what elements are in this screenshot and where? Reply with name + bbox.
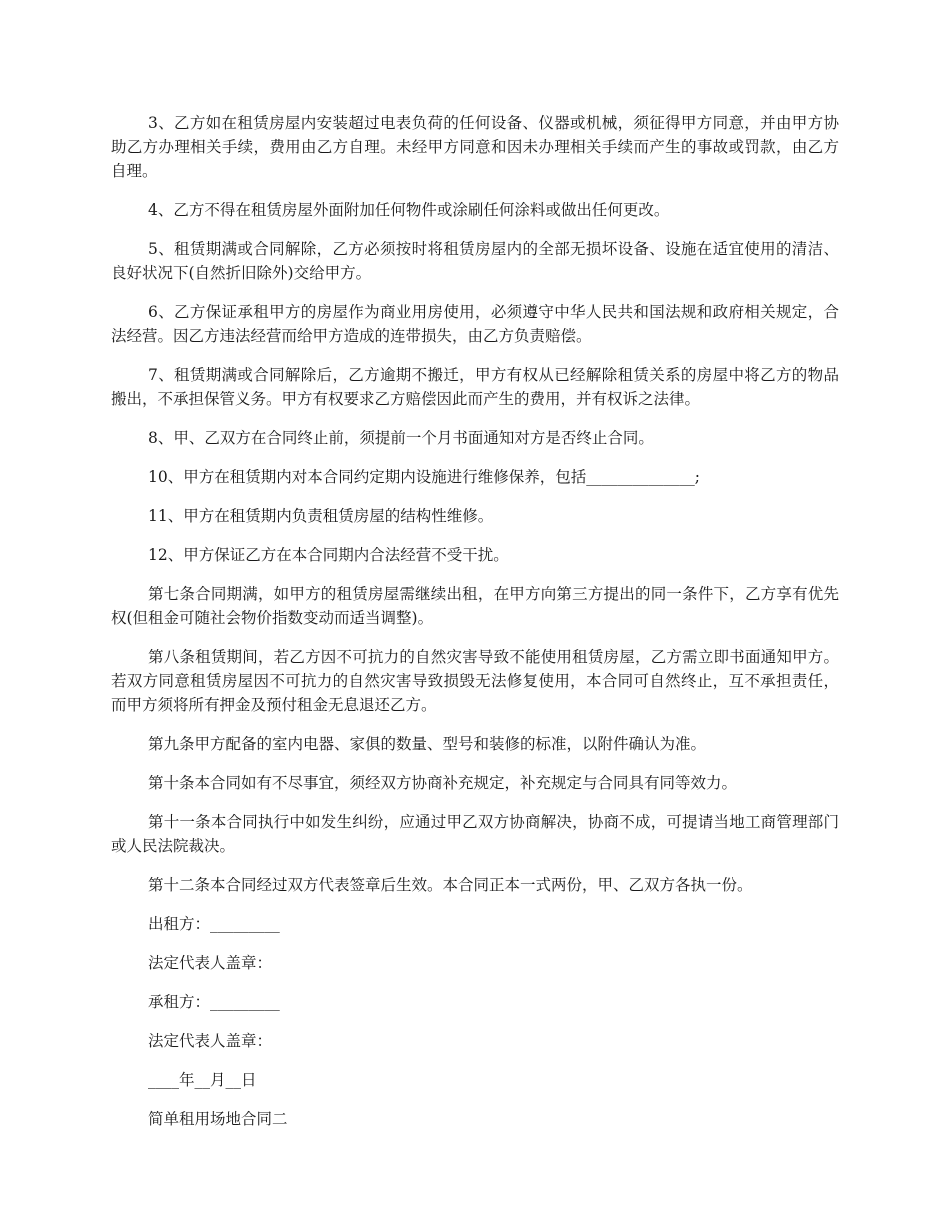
date-line: ____年__月__日 [148, 1071, 257, 1089]
lessor-signature-line: 出租方：_________ [148, 915, 280, 933]
lessor-seal-line: 法定代表人盖章： [148, 954, 273, 972]
article-8-force-majeure: 第八条租赁期间，若乙方因不可抗力的自然灾害导致不能使用租赁房屋，乙方需立即书面通知甲方。若双方同意租赁房屋因不可抗力的自然灾害导致损毁无法修复使用，本合同可自然终止，互不承担责任，而甲方须将所有押金及预付租金无息退还乙方。 [111, 648, 839, 714]
clause-5-return-facilities: 5、租赁期满或合同解除，乙方必须按时将租赁房屋内的全部无损坏设备、设施在适宜使用的清洁、良好状况下(自然折旧除外)交给甲方。 [111, 240, 839, 282]
lessee-signature-line: 承租方：_________ [148, 993, 280, 1011]
clause-11-structural-repair: 11、甲方在租赁期内负责租赁房屋的结构性维修。 [148, 507, 494, 525]
clause-7-overdue-removal: 7、租赁期满或合同解除后，乙方逾期不搬迁，甲方有权从已经解除租赁关系的房屋中将乙方的物品搬出，不承担保管义务。甲方有权要求乙方赔偿因此而产生的费用，并有权诉之法律。 [111, 366, 839, 408]
lessee-seal-line: 法定代表人盖章： [148, 1032, 273, 1050]
article-10-supplements: 第十条本合同如有不尽事宜，须经双方协商补充规定，补充规定与合同具有同等效力。 [148, 774, 738, 792]
article-7-priority-right: 第七条合同期满，如甲方的租赁房屋需继续出租，在甲方向第三方提出的同一条件下，乙方享有优先权(但租金可随社会物价指数变动而适当调整)。 [111, 585, 839, 627]
clause-8-termination-notice: 8、甲、乙双方在合同终止前，须提前一个月书面通知对方是否终止合同。 [148, 429, 654, 447]
clause-4-no-exterior-changes: 4、乙方不得在租赁房屋外面附加任何物件或涂刷任何涂料或做出任何更改。 [148, 201, 670, 219]
next-contract-heading: 简单租用场地合同二 [148, 1110, 288, 1128]
document-page [111, 111, 839, 1146]
clause-6-commercial-use: 6、乙方保证承租甲方的房屋作为商业用房使用，必须遵守中华人民共和国法规和政府相关规定，合法经营。因乙方违法经营而给甲方造成的连带损失，由乙方负责赔偿。 [111, 303, 839, 345]
article-9-furnishings: 第九条甲方配备的室内电器、家俱的数量、型号和装修的标准，以附件确认为准。 [148, 735, 707, 753]
clause-3-electrical-load: 3、乙方如在租赁房屋内安装超过电表负荷的任何设备、仪器或机械，须征得甲方同意，并由甲方协助乙方办理相关手续，费用由乙方自理。未经甲方同意和因未办理相关手续而产生的事故或罚款，由乙方自理。 [111, 114, 839, 180]
clause-10-maintenance: 10、甲方在租赁期内对本合同约定期内设施进行维修保养，包括______________; [148, 468, 700, 486]
article-11-disputes: 第十一条本合同执行中如发生纠纷，应通过甲乙双方协商解决，协商不成，可提请当地工商管理部门或人民法院裁决。 [111, 813, 839, 855]
clause-12-lawful-operation: 12、甲方保证乙方在本合同期内合法经营不受干扰。 [148, 546, 509, 564]
article-12-effectiveness: 第十二条本合同经过双方代表签章后生效。本合同正本一式两份，甲、乙双方各执一份。 [148, 876, 753, 894]
